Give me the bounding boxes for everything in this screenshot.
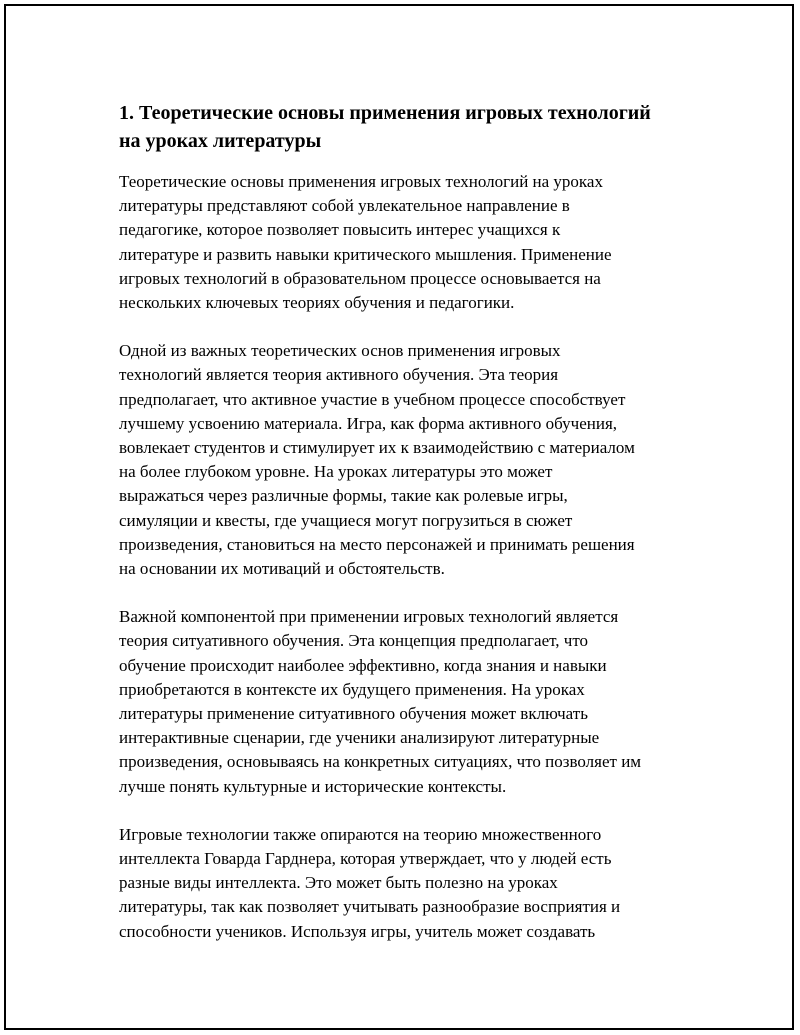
text-line: разные виды интеллекта. Это может быть полезно на уроках <box>119 873 558 893</box>
text-line: литературы применение ситуативного обучения может включать <box>119 704 588 724</box>
text-line: лучшему усвоению материала. Игра, как форма активного обучения, <box>119 413 618 433</box>
text-line: педагогике, которое позволяет повысить интерес учащихся к <box>119 220 561 240</box>
text-line: обучение происходит наиболее эффективно, когда знания и навыки <box>119 655 607 675</box>
text-line: технологий является теория активного обучения. Эта теория <box>119 365 559 385</box>
page-frame <box>4 4 794 1030</box>
text-line: выражаться через различные формы, такие как ролевые игры, <box>119 486 568 506</box>
text-line: игровых технологий в образовательном процессе основывается на <box>119 268 601 288</box>
text-line: на более глубоком уровне. На уроках литературы это может <box>119 462 553 482</box>
text-line: предполагает, что активное участие в учебном процессе способствует <box>119 389 626 409</box>
text-line: теория ситуативного обучения. Эта концепция предполагает, что <box>119 631 589 651</box>
section-heading <box>119 99 699 155</box>
text-line: Теоретические основы применения игровых технологий на уроках <box>119 172 603 191</box>
paragraph-4 <box>119 823 699 944</box>
text-line: интерактивные сценарии, где ученики анализируют литературные <box>119 728 600 748</box>
text-line: литературе и развить навыки критического мышления. Применение <box>119 244 612 264</box>
text-line: Одной из важных теоретических основ применения игровых <box>119 341 561 361</box>
paragraph-2 <box>119 339 699 581</box>
text-line: нескольких ключевых теориях обучения и педагогики. <box>119 293 515 313</box>
text-line: интеллекта Говарда Гарднера, которая утверждает, что у людей есть <box>119 849 612 869</box>
text-line: литературы, так как позволяет учитывать разнообразие восприятия и <box>119 897 621 917</box>
text-line: вовлекает студентов и стимулирует их к взаимодействию с материалом <box>119 438 635 458</box>
text-line: лучше понять культурные и исторические контексты. <box>119 776 507 796</box>
paragraph-3 <box>119 605 699 799</box>
document-body <box>119 99 699 968</box>
text-line: Игровые технологии также опираются на теорию множественного <box>119 824 602 844</box>
text-line: Важной компонентой при применении игровых технологий является <box>119 607 619 627</box>
text-line: на основании их мотиваций и обстоятельств. <box>119 559 445 579</box>
paragraph-1 <box>119 170 699 315</box>
heading-line: 1. Теоретические основы применения игровых технологий <box>119 102 651 124</box>
text-line: способности учеников. Используя игры, учитель может создавать <box>119 921 596 941</box>
text-line: произведения, основываясь на конкретных ситуациях, что позволяет им <box>119 752 642 772</box>
text-line: симуляции и квесты, где учащиеся могут погрузиться в сюжет <box>119 510 573 530</box>
text-line: произведения, становиться на место персонажей и принимать решения <box>119 534 635 554</box>
heading-line: на уроках литературы <box>119 130 322 152</box>
text-line: литературы представляют собой увлекательное направление в <box>119 196 570 216</box>
text-line: приобретаются в контексте их будущего применения. На уроках <box>119 679 585 699</box>
